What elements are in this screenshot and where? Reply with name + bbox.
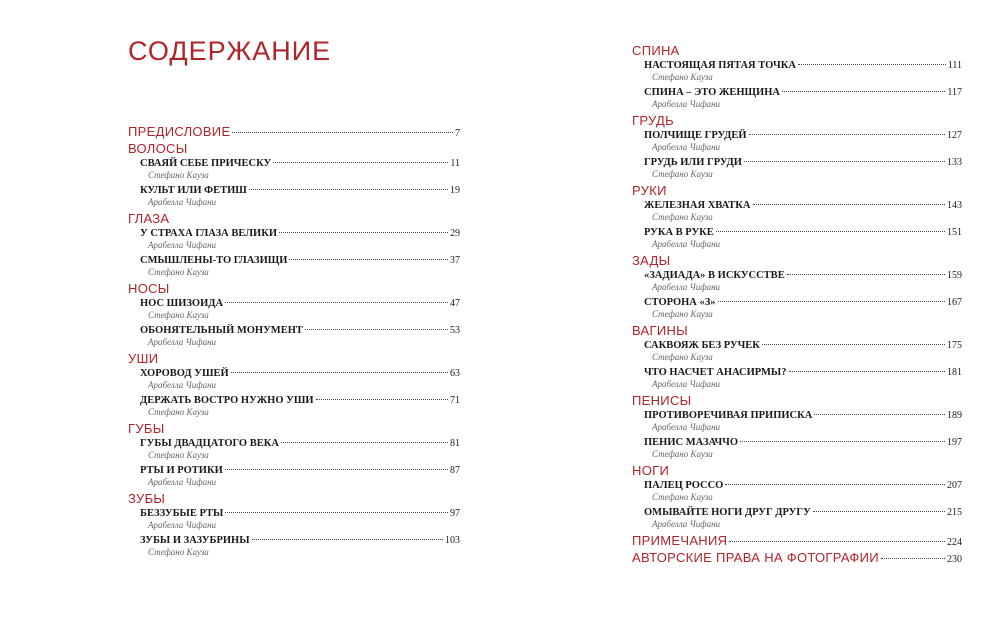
toc-entry[interactable] (140, 507, 460, 531)
toc-entry[interactable] (644, 226, 962, 250)
toc-entry-row (644, 436, 962, 449)
toc-entry[interactable] (644, 129, 962, 153)
toc-entry[interactable] (140, 157, 460, 181)
toc-entry-row (644, 269, 962, 282)
page-number: 175 (947, 340, 962, 351)
toc-section (128, 491, 460, 558)
toc-entry[interactable] (140, 464, 460, 488)
section-title: ГУБЫ (128, 421, 165, 436)
entry-author: Стефано Кауза (148, 310, 209, 320)
toc-entry-row (140, 367, 460, 380)
dot-leader (787, 274, 945, 275)
entry-author: Стефано Кауза (652, 169, 713, 179)
entry-title: КУЛЬТ ИЛИ ФЕТИШ (140, 185, 247, 196)
page-number: 189 (947, 410, 962, 421)
toc-column-right (632, 41, 962, 565)
page-number: 81 (450, 438, 460, 449)
dot-leader (305, 329, 448, 330)
entry-title: ЧТО НАСЧЕТ АНАСИРМЫ? (644, 367, 787, 378)
toc-entry[interactable] (140, 437, 460, 461)
page-number: 230 (947, 554, 962, 565)
toc-section (128, 421, 460, 488)
toc-entry[interactable] (644, 479, 962, 503)
page-number: 87 (450, 465, 460, 476)
page-number: 127 (947, 130, 962, 141)
entry-title: НАСТОЯЩАЯ ПЯТАЯ ТОЧКА (644, 60, 796, 71)
dot-leader (225, 302, 448, 303)
entry-title: ГРУДЬ ИЛИ ГРУДИ (644, 157, 742, 168)
toc-entry[interactable] (644, 436, 962, 460)
entry-title: САКВОЯЖ БЕЗ РУЧЕК (644, 340, 760, 351)
dot-leader (716, 231, 945, 232)
page-number: 151 (947, 227, 962, 238)
entry-author: Арабелла Чифани (652, 282, 721, 292)
toc-entry-row (644, 199, 962, 212)
entry-author: Арабелла Чифани (652, 379, 721, 389)
entry-author: Арабелла Чифани (148, 520, 217, 530)
toc-entry-row (140, 297, 460, 310)
entry-author: Арабелла Чифани (148, 337, 217, 347)
section-title: ПРИМЕЧАНИЯ (632, 533, 728, 548)
dot-leader (289, 259, 448, 260)
toc-section (632, 393, 962, 460)
entry-title: ЖЕЛЕЗНАЯ ХВАТКА (644, 200, 751, 211)
toc-entry-row (140, 184, 460, 197)
entry-author: Арабелла Чифани (148, 477, 217, 487)
page-number: 97 (450, 508, 460, 519)
dot-leader (740, 441, 945, 442)
dot-leader (798, 64, 946, 65)
dot-leader (225, 512, 448, 513)
dot-leader (231, 372, 448, 373)
toc-entry-row (644, 86, 962, 99)
toc-entry-row (140, 324, 460, 337)
entry-author: Стефано Кауза (148, 267, 209, 277)
dot-leader (232, 132, 453, 133)
toc-section (128, 141, 460, 208)
entry-title: СМЫШЛЕНЫ-ТО ГЛАЗИЩИ (140, 255, 288, 266)
toc-entry[interactable] (644, 339, 962, 363)
entry-author: Арабелла Чифани (148, 197, 217, 207)
section-title: НОГИ (632, 463, 670, 478)
entry-title: ОБОНЯТЕЛЬНЫЙ МОНУМЕНТ (140, 325, 303, 336)
dot-leader (249, 189, 448, 190)
dot-leader (225, 469, 448, 470)
entry-title: ДЕРЖАТЬ ВОСТРО НУЖНО УШИ (140, 395, 314, 406)
toc-section (128, 281, 460, 348)
entry-author: Арабелла Чифани (652, 239, 721, 249)
page-number: 181 (947, 367, 962, 378)
toc-section-link[interactable] (128, 124, 460, 139)
section-title: АВТОРСКИЕ ПРАВА НА ФОТОГРАФИИ (632, 550, 879, 565)
page-number: 224 (947, 537, 962, 548)
toc-entry[interactable] (140, 254, 460, 278)
toc-entry[interactable] (644, 296, 962, 320)
toc-entry-row (644, 226, 962, 239)
page-number: 63 (450, 368, 460, 379)
dot-leader (744, 161, 945, 162)
toc-section (632, 113, 962, 180)
toc-entry[interactable] (140, 367, 460, 391)
entry-author: Стефано Кауза (148, 547, 209, 557)
page-number: 53 (450, 325, 460, 336)
entry-author: Стефано Кауза (652, 309, 713, 319)
toc-entry-row (140, 394, 460, 407)
page-number: 111 (947, 60, 962, 71)
entry-title: БЕЗЗУБЫЕ РТЫ (140, 508, 224, 519)
toc-entry-row (140, 437, 460, 450)
section-title: ЗУБЫ (128, 491, 166, 506)
dot-leader (881, 558, 945, 559)
toc-entry-row (644, 409, 962, 422)
entry-title: ХОРОВОД УШЕЙ (140, 368, 229, 379)
page-number: 71 (450, 395, 460, 406)
page-number: 7 (455, 128, 460, 139)
toc-entry[interactable] (140, 227, 460, 251)
toc-section (632, 43, 962, 110)
entry-author: Стефано Кауза (148, 450, 209, 460)
entry-title: ПРОТИВОРЕЧИВАЯ ПРИПИСКА (644, 410, 813, 421)
toc-entry[interactable] (644, 199, 962, 223)
dot-leader (279, 232, 448, 233)
toc-section (128, 211, 460, 278)
dot-leader (753, 204, 946, 205)
page-number: 117 (947, 87, 962, 98)
toc-entry-row (644, 59, 962, 72)
section-title: ПЕНИСЫ (632, 393, 692, 408)
entry-author: Арабелла Чифани (652, 99, 721, 109)
dot-leader (281, 442, 448, 443)
toc-entry-row (140, 254, 460, 267)
toc-section (632, 183, 962, 250)
toc-section (128, 351, 460, 418)
section-title: УШИ (128, 351, 159, 366)
dot-leader (273, 162, 448, 163)
entry-author: Арабелла Чифани (652, 519, 721, 529)
entry-title: НОС ШИЗОИДА (140, 298, 224, 309)
entry-author: Стефано Кауза (652, 449, 713, 459)
toc-entry-row (644, 366, 962, 379)
dot-leader (762, 344, 945, 345)
entry-title: СТОРОНА «З» (644, 297, 716, 308)
entry-title: ОМЫВАЙТЕ НОГИ ДРУГ ДРУГУ (644, 507, 811, 518)
toc-section (632, 463, 962, 530)
toc-entry[interactable] (644, 506, 962, 530)
entry-title: ПОЛЧИЩЕ ГРУДЕЙ (644, 130, 747, 141)
dot-leader (316, 399, 448, 400)
entry-author: Стефано Кауза (148, 170, 209, 180)
page-number: 47 (450, 298, 460, 309)
section-title: СПИНА (632, 43, 680, 58)
entry-author: Арабелла Чифани (652, 422, 721, 432)
section-title: ГРУДЬ (632, 113, 674, 128)
entry-author: Стефано Кауза (148, 407, 209, 417)
toc-section-link[interactable] (632, 533, 962, 548)
section-title: РУКИ (632, 183, 667, 198)
toc-entry-row (140, 534, 460, 547)
page-number: 133 (947, 157, 962, 168)
page-title: СОДЕРЖАНИЕ (128, 36, 332, 66)
toc-entry-row (140, 157, 460, 170)
entry-author: Стефано Кауза (652, 492, 713, 502)
toc-section-link[interactable] (632, 550, 962, 565)
page-number: 103 (445, 535, 460, 546)
toc-entry[interactable] (140, 534, 460, 558)
toc-entry[interactable] (140, 394, 460, 418)
entry-author: Арабелла Чифани (148, 380, 217, 390)
entry-title: РУКА В РУКЕ (644, 227, 714, 238)
entry-author: Арабелла Чифани (652, 142, 721, 152)
page-number: 197 (947, 437, 962, 448)
dot-leader (789, 371, 946, 372)
page-number: 19 (450, 185, 460, 196)
toc-column-left (128, 122, 460, 561)
entry-author: Арабелла Чифани (148, 240, 217, 250)
toc-entry-row (140, 227, 460, 240)
dot-leader (725, 484, 945, 485)
toc-entry[interactable] (644, 409, 962, 433)
toc-entry-row (644, 339, 962, 352)
entry-title: ПАЛЕЦ РОССО (644, 480, 724, 491)
entry-title: У СТРАХА ГЛАЗА ВЕЛИКИ (140, 228, 277, 239)
entry-title: СВАЯЙ СЕБЕ ПРИЧЕСКУ (140, 158, 272, 169)
toc-entry-row (644, 506, 962, 519)
entry-author: Стефано Кауза (652, 352, 713, 362)
section-title: ЗАДЫ (632, 253, 671, 268)
dot-leader (749, 134, 945, 135)
page-number: 215 (947, 507, 962, 518)
page-number: 207 (947, 480, 962, 491)
entry-author: Стефано Кауза (652, 72, 713, 82)
page-number: 159 (947, 270, 962, 281)
toc-entry[interactable] (644, 366, 962, 390)
toc-entry[interactable] (644, 156, 962, 180)
dot-leader (718, 301, 945, 302)
section-title: ВАГИНЫ (632, 323, 688, 338)
entry-title: РТЫ И РОТИКИ (140, 465, 223, 476)
toc-entry[interactable] (644, 59, 962, 83)
dot-leader (813, 511, 945, 512)
entry-title: СПИНА – ЭТО ЖЕНЩИНА (644, 87, 780, 98)
entry-title: «ЗАДИАДА» В ИСКУССТВЕ (644, 270, 785, 281)
page-number: 143 (947, 200, 962, 211)
toc-entry-row (644, 296, 962, 309)
toc-entry-row (644, 156, 962, 169)
toc-entry[interactable] (140, 297, 460, 321)
entry-title: ПЕНИС МАЗАЧЧО (644, 437, 739, 448)
page-number: 37 (450, 255, 460, 266)
toc-entry-row (140, 464, 460, 477)
entry-title: ГУБЫ ДВАДЦАТОГО ВЕКА (140, 438, 279, 449)
toc-entry[interactable] (644, 269, 962, 293)
page-number: 29 (450, 228, 460, 239)
toc-section (632, 323, 962, 390)
toc-entry-row (644, 479, 962, 492)
toc-entry[interactable] (140, 184, 460, 208)
toc-section (632, 253, 962, 320)
section-title: ВОЛОСЫ (128, 141, 188, 156)
entry-author: Стефано Кауза (652, 212, 713, 222)
toc-entry-row (644, 129, 962, 142)
section-title: ПРЕДИСЛОВИЕ (128, 124, 231, 139)
dot-leader (252, 539, 443, 540)
dot-leader (729, 541, 945, 542)
page-number: 11 (450, 158, 460, 169)
section-title: НОСЫ (128, 281, 170, 296)
section-title: ГЛАЗА (128, 211, 170, 226)
dot-leader (814, 414, 945, 415)
entry-title: ЗУБЫ И ЗАЗУБРИНЫ (140, 535, 250, 546)
toc-entry-row (140, 507, 460, 520)
page-number: 167 (947, 297, 962, 308)
toc-entry[interactable] (140, 324, 460, 348)
dot-leader (782, 91, 945, 92)
toc-entry[interactable] (644, 86, 962, 110)
